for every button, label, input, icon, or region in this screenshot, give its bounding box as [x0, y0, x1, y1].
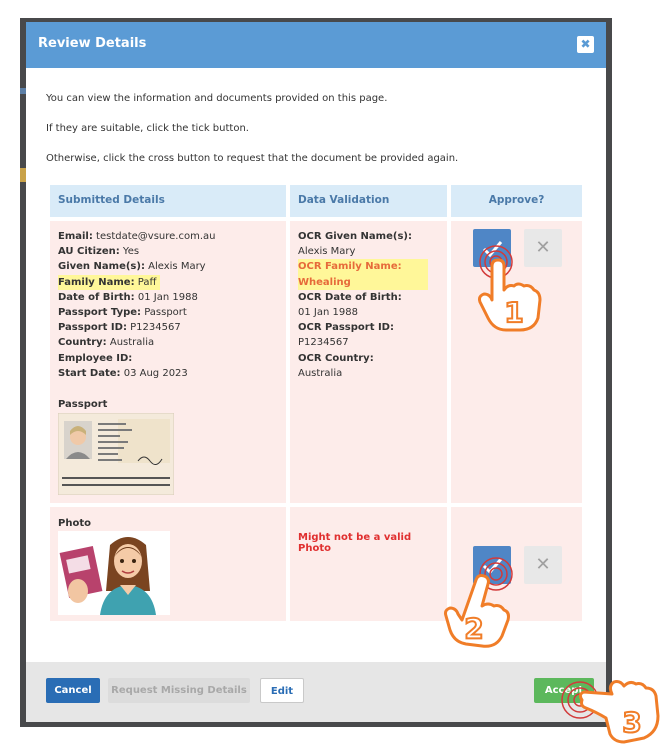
intro-line-3: Otherwise, click the cross button to request that the document be provided again. [46, 153, 459, 164]
modal-header [26, 22, 606, 68]
header-data-validation: Data Validation [290, 185, 447, 217]
photo-validation-cell [290, 507, 447, 621]
passport-type-row: Passport Type: Passport [58, 307, 187, 319]
intro-line-1: You can view the information and documents provided on this page. [46, 93, 388, 104]
submitted-details-list [58, 229, 283, 381]
ocr-dob-value: 01 Jan 1988 [298, 307, 358, 319]
validation-list [298, 229, 443, 381]
intro-line-2: If they are suitable, click the tick button. [46, 123, 249, 134]
ocr-family-value: Whealing [298, 276, 351, 288]
start-date-row: Start Date: 03 Aug 2023 [58, 367, 188, 379]
submitted-details-cell [50, 221, 286, 503]
country-row: Country: Australia [58, 337, 155, 349]
photo-cell [50, 507, 286, 621]
step-number-3: 3 [622, 706, 642, 739]
photo-label: Photo [58, 518, 91, 529]
ocr-family-mismatch [298, 259, 428, 289]
edit-button[interactable]: Edit [260, 678, 304, 703]
reject-cross-button-photo[interactable]: ✕ [524, 546, 562, 584]
review-details-modal [26, 22, 606, 722]
step-number-1: 1 [504, 296, 524, 329]
header-submitted-details: Submitted Details [50, 185, 286, 217]
request-missing-details-button[interactable]: Request Missing Details [108, 678, 250, 703]
family-name-row: Family Name: Paff [58, 275, 283, 290]
employee-id-row: Employee ID: [58, 352, 133, 364]
ocr-dob-label: OCR Date of Birth: [298, 291, 402, 303]
hand-pointer-icon [436, 572, 516, 652]
close-icon[interactable]: ✖ [577, 36, 594, 53]
reject-cross-button-passport[interactable]: ✕ [524, 229, 562, 267]
passport-image[interactable] [58, 413, 174, 495]
ocr-country-value: Australia [298, 367, 343, 379]
ocr-passport-label: OCR Passport ID: [298, 322, 394, 334]
data-validation-cell [290, 221, 447, 503]
passport-label: Passport [58, 399, 108, 410]
ocr-given-value: Alexis Mary [298, 246, 356, 258]
email-row: Email: testdate@vsure.com.au [58, 231, 216, 242]
modal-title: Review Details [38, 36, 147, 51]
given-name-row: Given Name(s): Alexis Mary [58, 261, 206, 273]
accept-button[interactable]: Accept [534, 678, 594, 703]
ocr-country-label: OCR Country: [298, 352, 374, 364]
selfie-photo-image[interactable] [58, 531, 170, 615]
cancel-button[interactable]: Cancel [46, 678, 100, 703]
dob-row: Date of Birth: 01 Jan 1988 [58, 291, 198, 303]
ocr-family-label: OCR Family Name: [298, 261, 402, 273]
ocr-given-label: OCR Given Name(s): [298, 231, 412, 242]
passport-id-row: Passport ID: P1234567 [58, 322, 181, 334]
hand-pointer-icon [474, 256, 554, 336]
au-citizen-row: AU Citizen: Yes [58, 246, 140, 258]
step-number-2: 2 [464, 612, 484, 645]
ocr-passport-value: P1234567 [298, 337, 349, 349]
header-approve: Approve? [451, 185, 582, 217]
modal-footer [26, 662, 606, 722]
hand-pointer-icon [578, 672, 664, 746]
photo-warning: Might not be a valid Photo [298, 532, 412, 554]
